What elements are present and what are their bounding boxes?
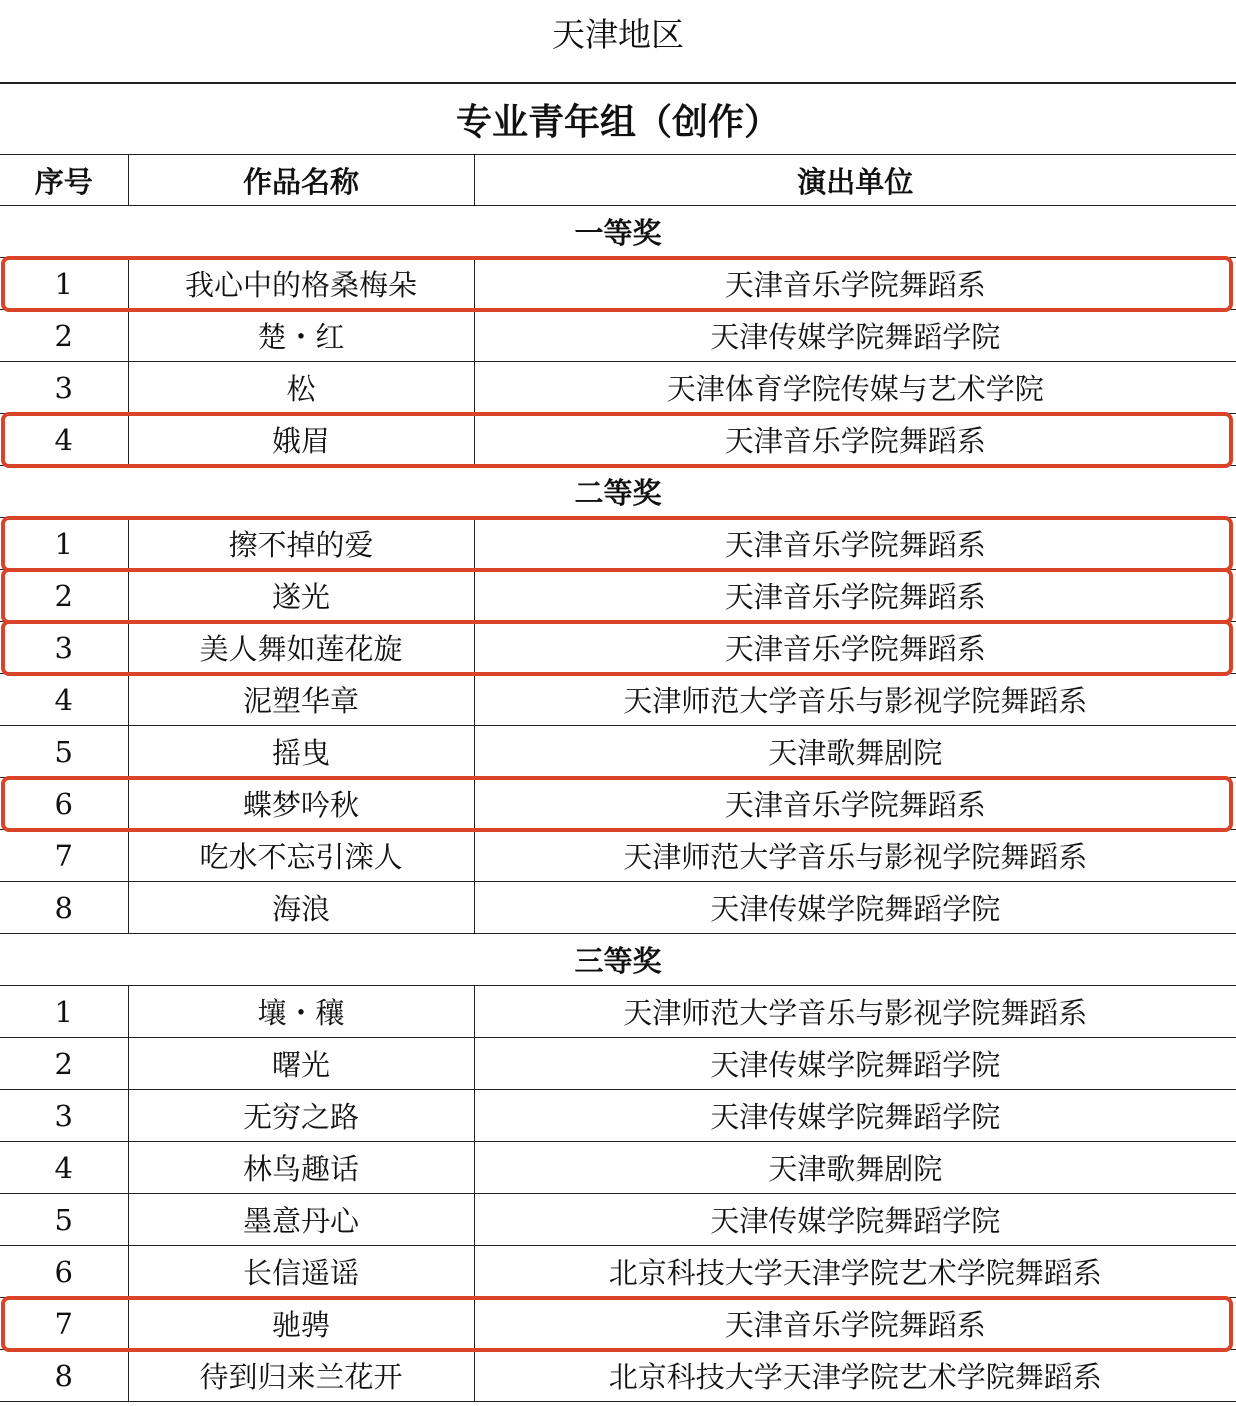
cell-work: 泥塑华章 bbox=[128, 674, 474, 726]
cell-work: 无穷之路 bbox=[128, 1090, 474, 1142]
cell-seq: 2 bbox=[0, 310, 128, 362]
cell-unit: 天津音乐学院舞蹈系 bbox=[474, 258, 1236, 310]
cell-work: 壤・穰 bbox=[128, 986, 474, 1038]
cell-seq: 6 bbox=[0, 1246, 128, 1298]
table-row bbox=[0, 414, 1236, 466]
cell-work: 海浪 bbox=[128, 882, 474, 934]
cell-unit: 天津师范大学音乐与影视学院舞蹈系 bbox=[474, 674, 1236, 726]
header-work: 作品名称 bbox=[128, 155, 474, 206]
cell-unit: 天津传媒学院舞蹈学院 bbox=[474, 310, 1236, 362]
table-row bbox=[0, 1090, 1236, 1142]
table-row bbox=[0, 778, 1236, 830]
table-row bbox=[0, 674, 1236, 726]
cell-work: 松 bbox=[128, 362, 474, 414]
cell-work: 擦不掉的爱 bbox=[128, 518, 474, 570]
table-row bbox=[0, 518, 1236, 570]
table-header-row bbox=[0, 155, 1236, 206]
table-row bbox=[0, 1298, 1236, 1350]
table-row bbox=[0, 830, 1236, 882]
award-section-row bbox=[0, 206, 1236, 258]
cell-seq: 1 bbox=[0, 986, 128, 1038]
cell-seq: 7 bbox=[0, 1298, 128, 1350]
cell-work: 吃水不忘引滦人 bbox=[128, 830, 474, 882]
cell-work: 林鸟趣话 bbox=[128, 1142, 474, 1194]
cell-seq: 1 bbox=[0, 518, 128, 570]
cell-unit: 天津传媒学院舞蹈学院 bbox=[474, 1038, 1236, 1090]
table-title-row bbox=[0, 83, 1236, 155]
cell-unit: 天津传媒学院舞蹈学院 bbox=[474, 882, 1236, 934]
header-seq: 序号 bbox=[0, 155, 128, 206]
cell-work: 摇曳 bbox=[128, 726, 474, 778]
cell-seq: 4 bbox=[0, 674, 128, 726]
table-row bbox=[0, 1142, 1236, 1194]
cell-seq: 6 bbox=[0, 778, 128, 830]
table-row bbox=[0, 310, 1236, 362]
cell-seq: 1 bbox=[0, 258, 128, 310]
table-row bbox=[0, 986, 1236, 1038]
cell-work: 长信遥谣 bbox=[128, 1246, 474, 1298]
cell-unit: 天津师范大学音乐与影视学院舞蹈系 bbox=[474, 986, 1236, 1038]
table-title: 专业青年组（创作） bbox=[0, 83, 1236, 155]
cell-unit: 北京科技大学天津学院艺术学院舞蹈系 bbox=[474, 1350, 1236, 1402]
cell-seq: 3 bbox=[0, 362, 128, 414]
cell-unit: 天津歌舞剧院 bbox=[474, 1142, 1236, 1194]
cell-seq: 5 bbox=[0, 726, 128, 778]
cell-work: 美人舞如莲花旋 bbox=[128, 622, 474, 674]
cell-unit: 天津音乐学院舞蹈系 bbox=[474, 518, 1236, 570]
cell-seq: 3 bbox=[0, 622, 128, 674]
table-row bbox=[0, 1350, 1236, 1402]
cell-seq: 5 bbox=[0, 1194, 128, 1246]
cell-unit: 天津音乐学院舞蹈系 bbox=[474, 778, 1236, 830]
cell-seq: 4 bbox=[0, 414, 128, 466]
region-title: 天津地区 bbox=[552, 15, 684, 54]
table-row bbox=[0, 622, 1236, 674]
cell-seq: 3 bbox=[0, 1090, 128, 1142]
award-level: 二等奖 bbox=[0, 466, 1236, 518]
award-section-row bbox=[0, 934, 1236, 986]
table-row bbox=[0, 1038, 1236, 1090]
cell-work: 待到归来兰花开 bbox=[128, 1350, 474, 1402]
awards-table-body bbox=[0, 83, 1236, 1402]
cell-seq: 8 bbox=[0, 882, 128, 934]
table-row bbox=[0, 362, 1236, 414]
cell-unit: 天津体育学院传媒与艺术学院 bbox=[474, 362, 1236, 414]
cell-unit: 天津音乐学院舞蹈系 bbox=[474, 622, 1236, 674]
cell-unit: 天津传媒学院舞蹈学院 bbox=[474, 1090, 1236, 1142]
cell-unit: 北京科技大学天津学院艺术学院舞蹈系 bbox=[474, 1246, 1236, 1298]
table-row bbox=[0, 570, 1236, 622]
cell-work: 蝶梦吟秋 bbox=[128, 778, 474, 830]
cell-work: 墨意丹心 bbox=[128, 1194, 474, 1246]
awards-table bbox=[0, 82, 1236, 1402]
cell-unit: 天津师范大学音乐与影视学院舞蹈系 bbox=[474, 830, 1236, 882]
cell-work: 遂光 bbox=[128, 570, 474, 622]
cell-seq: 8 bbox=[0, 1350, 128, 1402]
cell-work: 曙光 bbox=[128, 1038, 474, 1090]
table-row bbox=[0, 258, 1236, 310]
cell-work: 我心中的格桑梅朵 bbox=[128, 258, 474, 310]
cell-unit: 天津音乐学院舞蹈系 bbox=[474, 414, 1236, 466]
award-level: 一等奖 bbox=[0, 206, 1236, 258]
cell-seq: 4 bbox=[0, 1142, 128, 1194]
table-row bbox=[0, 726, 1236, 778]
award-level: 三等奖 bbox=[0, 934, 1236, 986]
cell-work: 驰骋 bbox=[128, 1298, 474, 1350]
cell-unit: 天津音乐学院舞蹈系 bbox=[474, 1298, 1236, 1350]
cell-unit: 天津歌舞剧院 bbox=[474, 726, 1236, 778]
award-section-row bbox=[0, 466, 1236, 518]
cell-seq: 2 bbox=[0, 1038, 128, 1090]
cell-unit: 天津传媒学院舞蹈学院 bbox=[474, 1194, 1236, 1246]
cell-seq: 2 bbox=[0, 570, 128, 622]
table-row bbox=[0, 1246, 1236, 1298]
table-row bbox=[0, 1194, 1236, 1246]
cell-seq: 7 bbox=[0, 830, 128, 882]
cell-unit: 天津音乐学院舞蹈系 bbox=[474, 570, 1236, 622]
table-row bbox=[0, 882, 1236, 934]
header-unit: 演出单位 bbox=[474, 155, 1236, 206]
cell-work: 娥眉 bbox=[128, 414, 474, 466]
cell-work: 楚・红 bbox=[128, 310, 474, 362]
